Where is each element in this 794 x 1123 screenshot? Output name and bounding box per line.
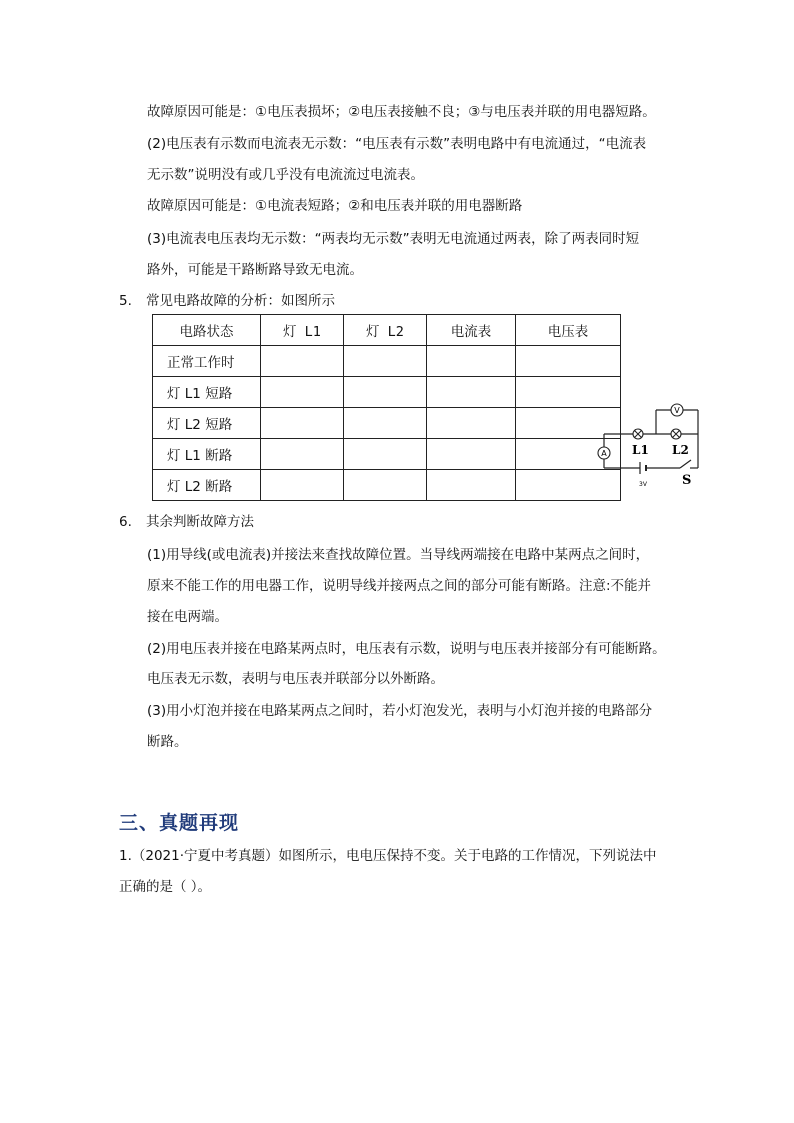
question-1-line-2: 正确的是（ ）。 — [119, 879, 212, 895]
method-line: (2)用电压表并接在电路某两点时，电压表有示数，说明与电压表并接部分有可能断路。 — [147, 641, 666, 657]
row-label: 灯 L2 短路 — [153, 408, 261, 439]
method-line: (3)用小灯泡并接在电路某两点之间时，若小灯泡发光，表明与小灯泡并接的电路部分 — [147, 703, 653, 719]
table-header: 电路状态 — [153, 315, 261, 346]
both-meters-line: (3)电流表电压表均无示数：“两表均无示数”表明无电流通过两表，除了两表同时短 — [147, 231, 640, 247]
fault-analysis-table — [152, 314, 621, 501]
switch-lever — [680, 460, 691, 468]
item-6 — [119, 512, 254, 532]
item-6-number: 6. — [119, 514, 132, 530]
row-label: 正常工作时 — [153, 346, 261, 377]
table-header: 电流表 — [427, 315, 516, 346]
table-header-row — [153, 315, 621, 346]
circuit-diagram — [596, 402, 706, 490]
table-header: 灯 L1 — [261, 315, 344, 346]
fault-cause-line-1: 故障原因可能是：①电压表损坏；②电压表接触不良；③与电压表并联的用电器短路。 — [147, 104, 656, 120]
row-label: 灯 L1 断路 — [153, 439, 261, 470]
item-5-number: 5. — [119, 293, 132, 309]
method-line: 断路。 — [147, 734, 188, 750]
question-1-line-1: 1.（2021·宁夏中考真题）如图所示，电电压保持不变。关于电路的工作情况，下列说法中 — [119, 848, 657, 864]
method-line: 电压表无示数，表明与电压表并联部分以外断路。 — [147, 671, 444, 687]
method-line: 接在电两端。 — [147, 609, 228, 625]
row-label: 灯 L2 断路 — [153, 470, 261, 501]
table-row — [153, 408, 621, 439]
table-row — [153, 346, 621, 377]
item-6-text: 其余判断故障方法 — [146, 514, 254, 530]
ammeter-no-reading-line: 无示数”说明没有或几乎没有电流流过电流表。 — [147, 167, 424, 183]
row-label: 灯 L1 短路 — [153, 377, 261, 408]
lamp-1-label: L1 — [632, 443, 649, 457]
table-row — [153, 377, 621, 408]
table-row — [153, 470, 621, 501]
ammeter-label: A — [601, 449, 607, 458]
table-row — [153, 439, 621, 470]
item-5-text: 常见电路故障的分析：如图所示 — [146, 293, 335, 309]
lamp-2-label: L2 — [672, 443, 689, 457]
battery-label: 3V — [639, 481, 647, 488]
table-header: 灯 L2 — [344, 315, 427, 346]
table-header: 电压表 — [516, 315, 621, 346]
item-5 — [119, 291, 335, 311]
method-line: 原来不能工作的用电器工作，说明导线并接两点之间的部分可能有断路。注意:不能并 — [147, 578, 652, 594]
switch-label: S — [682, 473, 692, 488]
section-heading: 三、真题再现 — [119, 812, 240, 834]
method-line: (1)用导线(或电流表)并接法来查找故障位置。当导线两端接在电路中某两点之间时， — [147, 547, 650, 563]
voltmeter-label: V — [674, 406, 680, 415]
fault-cause-line-2: 故障原因可能是：①电流表短路；②和电压表并联的用电器断路 — [147, 198, 523, 214]
open-circuit-line: 路外，可能是干路断路导致无电流。 — [147, 262, 363, 278]
voltmeter-reading-line: (2)电压表有示数而电流表无示数：“电压表有示数”表明电路中有电流通过，“电流表 — [147, 136, 647, 152]
